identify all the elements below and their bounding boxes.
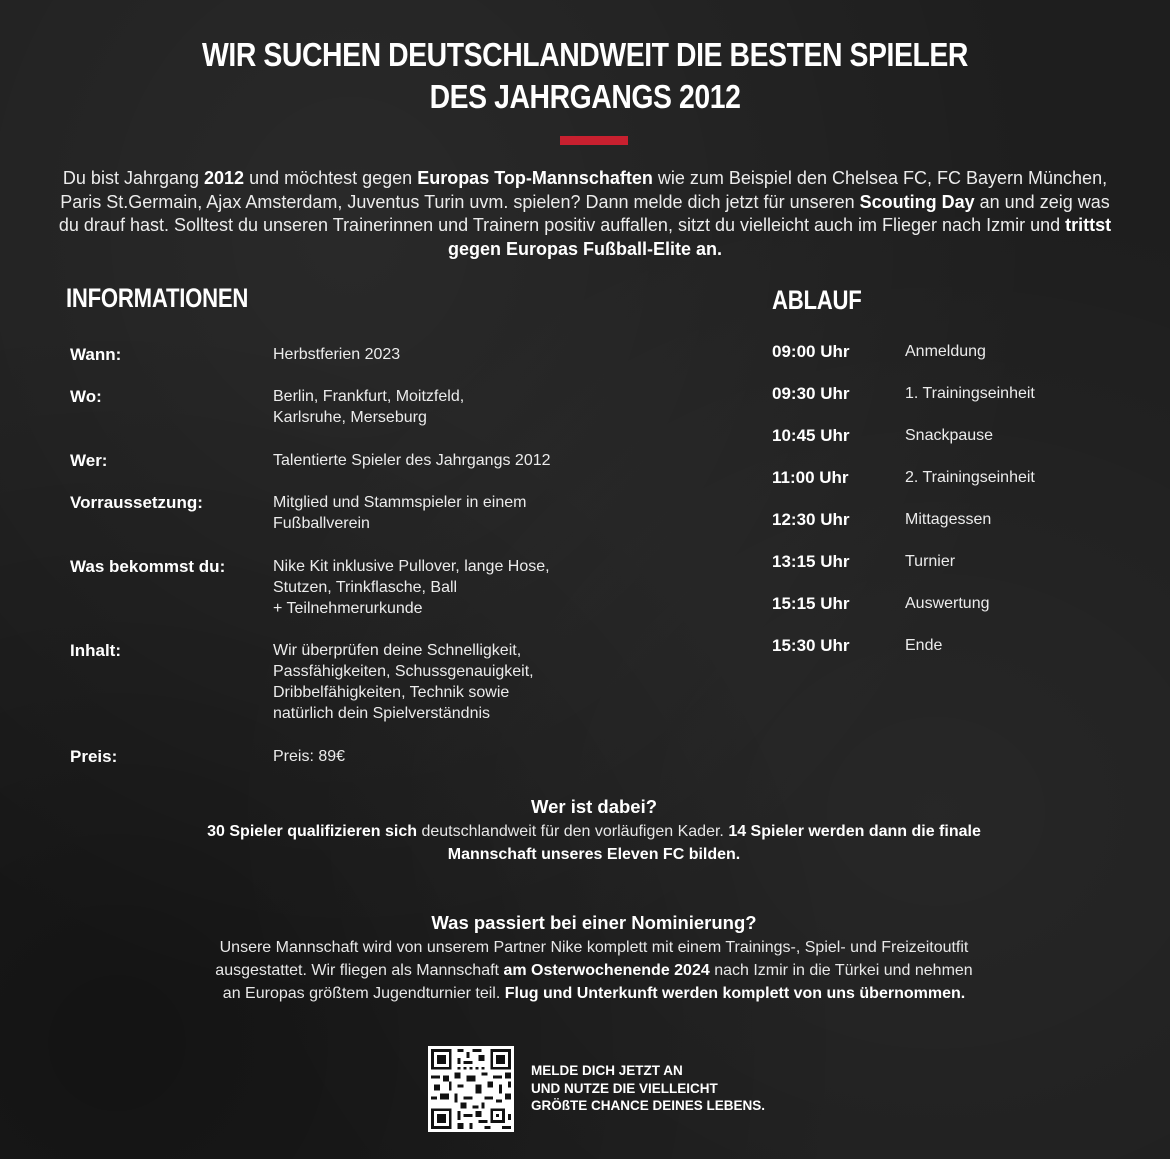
qr-code-icon[interactable]: [428, 1046, 514, 1132]
info-label: Wer:: [70, 451, 108, 470]
ablauf-heading: ABLAUF: [772, 285, 862, 315]
info-value: [273, 492, 613, 534]
info-value-line: Berlin, Frankfurt, Moitzfeld,: [273, 388, 465, 405]
info-label: Preis:: [70, 747, 118, 766]
cta-line-2: UND NUTZE DIE VIELLEICHT: [531, 1080, 718, 1096]
title-line-1: WIR SUCHEN DEUTSCHLANDWEIT DIE BESTEN SPIELER: [202, 36, 968, 73]
intro-text-2: und möchtest gegen: [244, 168, 418, 188]
cta-text: [531, 1062, 831, 1115]
info-label: Was bekommst du:: [70, 557, 226, 576]
intro-text-1: Du bist Jahrgang: [62, 168, 205, 188]
info-value-line: Fußballverein: [273, 515, 370, 532]
info-label: Wo:: [70, 387, 102, 406]
intro-bold-3: Scouting Day: [859, 191, 975, 212]
dabei-text-1: deutschlandweit für den vorläufigen Kader.: [417, 823, 729, 840]
info-value-line: Karlsruhe, Merseburg: [273, 409, 427, 426]
info-value-line: Stutzen, Trinkflasche, Ball: [273, 579, 458, 596]
schedule-activity: Auswertung: [905, 595, 990, 612]
page-title: [82, 34, 1088, 118]
info-value-line: Preis: 89€: [273, 748, 346, 765]
wer-ist-dabei-heading: Wer ist dabei?: [530, 796, 658, 817]
info-value: [273, 344, 613, 365]
intro-text-4: an und zeig was du drauf hast. Solltest du unseren Trainerinnen und Trainern positiv auffallen, sitzt du vielleicht auch im Flieger nach Izmir und: [58, 191, 1110, 235]
info-value: [273, 640, 613, 724]
schedule-time: 13:15 Uhr: [772, 552, 850, 571]
schedule-time: 15:15 Uhr: [772, 594, 850, 613]
schedule-time: 09:30 Uhr: [772, 384, 850, 403]
schedule-activity: 2. Trainingseinheit: [905, 469, 1035, 486]
info-value-line: Herbstferien 2023: [273, 346, 401, 363]
nominierung-text: [205, 936, 983, 1005]
schedule-time: 12:30 Uhr: [772, 510, 850, 529]
info-value-line: Dribbelfähigkeiten, Technik sowie: [273, 684, 510, 701]
info-value-line: Passfähigkeiten, Schussgenauigkeit,: [273, 663, 534, 680]
nominierung-text-2: nach Izmir in die Türkei und nehmen an Europas größtem Jugendturnier teil.: [222, 962, 973, 1002]
nominierung-heading: Was passiert bei einer Nominierung?: [431, 912, 757, 933]
intro-text-3: wie zum Beispiel den Chelsea FC, FC Bayern München, Paris St.Germain, Ajax Amsterdam, Juventus Turin uvm. spielen? Dann melde dich jetzt für unseren: [60, 168, 1108, 212]
nominierung-section: [205, 911, 983, 1005]
info-value: [273, 746, 613, 767]
wer-ist-dabei-section: [200, 795, 988, 866]
schedule-activity: Mittagessen: [905, 511, 992, 528]
schedule-activity: Snackpause: [905, 427, 994, 444]
nominierung-bold-1: am Osterwochenende 2024: [503, 962, 710, 979]
info-value-line: Mitglied und Stammspieler in einem: [273, 494, 527, 511]
schedule-activity: Anmeldung: [905, 343, 986, 360]
info-value-line: natürlich dein Spielverständnis: [273, 705, 491, 722]
nominierung-bold-2: Flug und Unterkunft werden komplett von uns übernommen.: [504, 985, 966, 1002]
cta-line-3: GRÖßTE CHANCE DEINES LEBENS.: [531, 1098, 766, 1113]
schedule-time: 15:30 Uhr: [772, 636, 850, 655]
intro-bold-2: Europas Top-Mannschaften: [417, 168, 653, 188]
schedule-activity: Turnier: [905, 553, 956, 570]
schedule-activity: 1. Trainingseinheit: [905, 385, 1035, 402]
informationen-heading: INFORMATIONEN: [66, 283, 249, 313]
schedule-time: 11:00 Uhr: [772, 468, 849, 487]
intro-paragraph: [50, 167, 1120, 261]
info-value: [273, 450, 613, 471]
title-line-2: DES JAHRGANGS 2012: [429, 78, 741, 115]
info-value: [273, 556, 613, 619]
intro-bold-1: 2012: [204, 168, 245, 188]
info-value-line: Nike Kit inklusive Pullover, lange Hose,: [273, 558, 550, 575]
schedule-time: 09:00 Uhr: [772, 342, 850, 361]
title-accent-bar: [560, 136, 628, 145]
dabei-bold-1: 30 Spieler qualifizieren sich: [207, 823, 417, 840]
schedule-activity: Ende: [905, 637, 943, 654]
dabei-bold-2: 14 Spieler werden dann die finale Mannschaft unseres Eleven FC bilden.: [447, 823, 981, 863]
info-value-line: Wir überprüfen deine Schnelligkeit,: [273, 642, 522, 659]
cta-line-1: MELDE DICH JETZT AN: [531, 1063, 683, 1078]
info-value-line: Talentierte Spieler des Jahrgangs 2012: [273, 452, 551, 469]
info-label: Wann:: [70, 345, 122, 364]
wer-ist-dabei-text: [200, 820, 988, 866]
info-value: [273, 386, 613, 428]
info-label: Vorraussetzung:: [70, 493, 203, 512]
intro-bold-4: trittst gegen Europas Fußball-Elite an.: [447, 215, 1112, 259]
nominierung-text-1: Unsere Mannschaft wird von unserem Partner Nike komplett mit einem Trainings-, Spiel- und Freizeitoutfit ausgestattet. Wir fliegen als Mannschaft: [215, 939, 969, 979]
info-label: Inhalt:: [70, 641, 121, 660]
schedule-time: 10:45 Uhr: [772, 426, 850, 445]
info-value-line: + Teilnehmerurkunde: [273, 600, 423, 617]
